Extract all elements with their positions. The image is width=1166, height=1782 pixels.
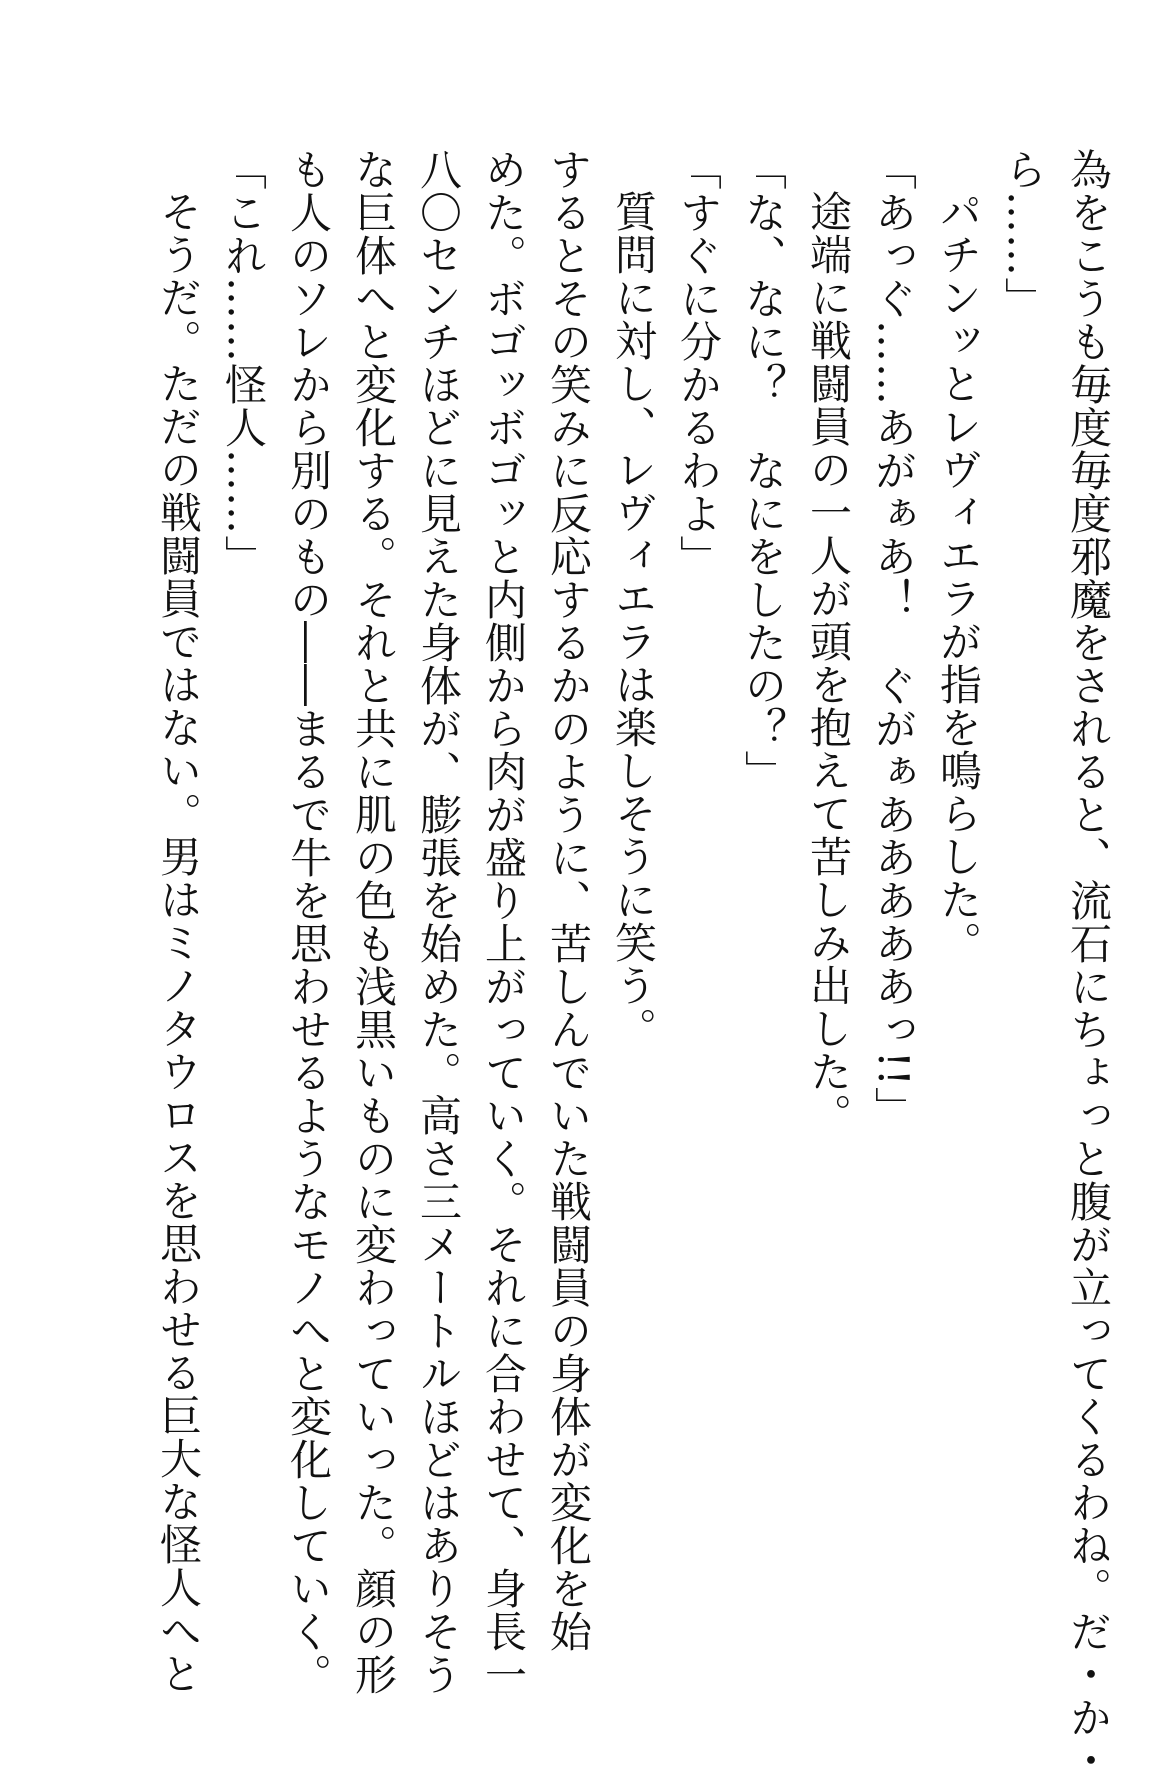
text-line-4: 「あっぐ……あがぁあ！ ぐがぁあああああっ!!」 bbox=[869, 148, 918, 1130]
text-line-8: 質問に対し、レヴィエラは楽しそうに笑う。 bbox=[609, 190, 658, 1050]
text-line-7: 「すぐに分かるわよ」 bbox=[674, 148, 723, 578]
text-line-11: 八〇センチほどに見えた身体が、膨張を始めた。高さ三メートルほどはありそう bbox=[414, 148, 463, 1696]
text-line-3: パチンッとレヴィエラが指を鳴らした。 bbox=[934, 190, 983, 964]
vertical-text-body bbox=[71, 148, 1121, 1782]
text-line-13: も人のソレから別のもの――まるで牛を思わせるようなモノへと変化していく。 bbox=[284, 148, 333, 1696]
text-line-6: 「な、なに？ なにをしたの？」 bbox=[739, 148, 788, 793]
text-line-5: 途端に戦闘員の一人が頭を抱えて苦しみ出した。 bbox=[804, 190, 853, 1136]
text-line-9: するとその笑みに反応するかのように、苦しんでいた戦闘員の身体が変化を始 bbox=[544, 148, 593, 1653]
text-line-14: 「これ……怪人……」 bbox=[219, 148, 268, 578]
text-line-1: 為をこうも毎度毎度邪魔をされると、流石にちょっと腹が立ってくるわね。だ・か・ bbox=[1064, 148, 1113, 1782]
text-line-10: めた。ボゴッボゴッと内側から肉が盛り上がっていく。それに合わせて、身長一 bbox=[479, 148, 528, 1696]
text-line-2: ら……」 bbox=[999, 148, 1048, 320]
text-line-15: そうだ。ただの戦闘員ではない。男はミノタウロスを思わせる巨大な怪人へと bbox=[154, 190, 203, 1695]
text-line-12: な巨体へと変化する。それと共に肌の色も浅黒いものに変わっていった。顔の形 bbox=[349, 148, 398, 1696]
